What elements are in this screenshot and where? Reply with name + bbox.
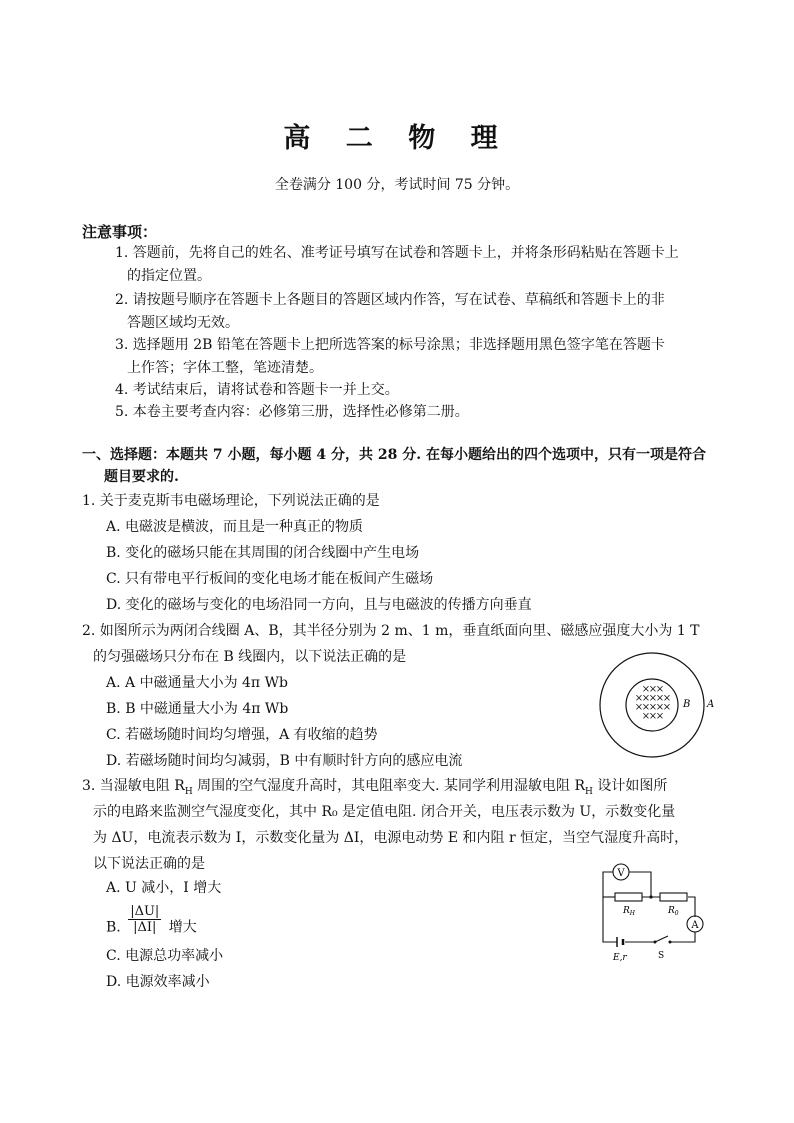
field-cross: × bbox=[648, 684, 658, 695]
switch-contact bbox=[669, 941, 672, 944]
question-3-option-a: A. U 减小，I 增大 bbox=[106, 880, 222, 896]
notice-line: 答题区域均无效。 bbox=[127, 315, 239, 331]
subscript-h: H bbox=[184, 786, 193, 797]
notice-line: 4. 考试结束后，请将试卷和答题卡一并上交。 bbox=[115, 382, 399, 398]
field-cross: × bbox=[641, 684, 651, 695]
option-b-label: B. bbox=[106, 919, 121, 936]
field-cross: × bbox=[648, 702, 658, 713]
field-cross: × bbox=[655, 702, 665, 713]
notice-line: 2. 请按题号顺序在答题卡上各题目的答题区域内作答，写在试卷、草稿纸和答题卡上的非 bbox=[115, 292, 665, 308]
question-3-stem-end: 设计如图所 bbox=[592, 778, 668, 794]
field-cross: × bbox=[641, 702, 651, 713]
coil-a-label: A bbox=[707, 699, 715, 710]
field-cross: × bbox=[655, 684, 665, 695]
ammeter-label: A bbox=[691, 920, 699, 931]
field-cross: × bbox=[648, 711, 658, 722]
fraction-numerator: |ΔU| bbox=[130, 904, 160, 919]
question-3-stem-cont: 为 ΔU，电流表示数为 I，示数变化量为 ΔI，电源电动势 E 和内阻 r 恒定，当空气湿度升高时， bbox=[93, 830, 689, 846]
field-cross: × bbox=[648, 693, 658, 704]
question-1-option-d: D. 变化的磁场与变化的电场沿同一方向，且与电磁波的传播方向垂直 bbox=[106, 597, 532, 613]
coil-b-label: B bbox=[683, 699, 691, 710]
magnetic-field-crosses bbox=[635, 684, 671, 722]
exam-info: 全卷满分 100 分，考试时间 75 分钟。 bbox=[274, 177, 520, 193]
notice-line: 1. 答题前，先将自己的姓名、准考证号填写在试卷和答题卡上，并将条形码粘贴在答题卡上 bbox=[115, 245, 679, 261]
question-1-stem: 1. 关于麦克斯韦电磁场理论，下列说法正确的是 bbox=[82, 493, 380, 509]
notice-line: 的指定位置。 bbox=[127, 268, 211, 284]
question-1-option-c: C. 只有带电平行板间的变化电场才能在板间产生磁场 bbox=[106, 571, 434, 587]
question-3-stem bbox=[82, 776, 667, 802]
resistor-r0 bbox=[660, 893, 687, 901]
field-cross: × bbox=[662, 702, 672, 713]
question-2-stem-cont: 的匀强磁场只分布在 B 线圈内，以下说法正确的是 bbox=[93, 649, 407, 665]
field-cross: × bbox=[655, 693, 665, 704]
rh-label: $R_H$ bbox=[623, 906, 636, 917]
option-b-text: 增大 bbox=[168, 919, 197, 936]
question-3-stem-cont: 以下说法正确的是 bbox=[93, 856, 205, 872]
question-3-option-c: C. 电源总功率减小 bbox=[106, 948, 224, 964]
resistor-rh bbox=[615, 893, 642, 901]
voltmeter-label: V bbox=[617, 868, 625, 879]
junction-dot bbox=[649, 895, 652, 898]
section-heading-cont: 题目要求的. bbox=[104, 469, 179, 485]
switch-label: S bbox=[658, 951, 665, 961]
question-1-option-a: A. 电磁波是横波，而且是一种真正的物质 bbox=[106, 519, 364, 535]
right-wire bbox=[688, 897, 695, 917]
question-3-option-d: D. 电源效率减小 bbox=[106, 974, 210, 990]
r0-label: $R_0$ bbox=[668, 906, 679, 917]
notice-heading: 注意事项： bbox=[82, 223, 158, 241]
notice-line: 上作答；字体工整，笔迹清楚。 bbox=[127, 360, 323, 376]
bottom-right-wire bbox=[670, 932, 695, 942]
notice-line: 3. 选择题用 2B 铅笔在答题卡上把所选答案的标号涂黑；非选择题用黑色签字笔在答题卡 bbox=[115, 337, 665, 353]
switch-pivot bbox=[654, 941, 657, 944]
question-1-option-b: B. 变化的磁场只能在其周围的闭合线圈中产生电场 bbox=[106, 545, 420, 561]
notice-line: 5. 本卷主要考查内容：必修第三册，选择性必修第二册。 bbox=[115, 404, 469, 420]
circuit-figure bbox=[595, 857, 710, 962]
field-cross: × bbox=[655, 711, 665, 722]
field-cross: × bbox=[641, 711, 651, 722]
fraction-denominator: |ΔI| bbox=[133, 920, 157, 935]
field-cross: × bbox=[641, 693, 651, 704]
field-cross: × bbox=[662, 693, 672, 704]
field-cross: × bbox=[634, 702, 644, 713]
question-3-stem-start: 3. 当湿敏电阻 R bbox=[82, 778, 185, 794]
question-3-stem-mid: 周围的空气湿度升高时，其电阻率变大. 某同学利用湿敏电阻 R bbox=[192, 778, 586, 794]
subscript-h: H bbox=[585, 786, 593, 797]
question-3-stem-cont: 示的电路来监测空气湿度变化，其中 R₀ 是定值电阻. 闭合开关，电压表示数为 U，示数变化量 bbox=[93, 804, 676, 820]
question-2-option-a: A. A 中磁通量大小为 4π Wb bbox=[106, 675, 288, 691]
fraction bbox=[128, 904, 161, 935]
source-label: E,r bbox=[613, 953, 627, 962]
question-2-stem: 2. 如图所示为两闭合线圈 A、B，其半径分别为 2 m、1 m，垂直纸面向里、磁感应强度大小为 1 T bbox=[82, 623, 700, 639]
switch-blade bbox=[655, 936, 668, 942]
voltmeter-left-wire bbox=[603, 872, 613, 897]
coils-figure bbox=[598, 650, 718, 762]
field-cross: × bbox=[634, 693, 644, 704]
page-title: 高 二 物 理 bbox=[283, 123, 511, 154]
section-heading: 一、选择题：本题共 7 小题，每小题 4 分，共 28 分. 在每小题给出的四个选项中，只有一项是符合 bbox=[82, 447, 706, 463]
left-wire bbox=[603, 897, 617, 942]
question-2-option-c: C. 若磁场随时间均匀增强，A 有收缩的趋势 bbox=[106, 727, 378, 743]
question-2-option-b: B. B 中磁通量大小为 4π Wb bbox=[106, 701, 289, 717]
question-2-option-d: D. 若磁场随时间均匀减弱，B 中有顺时针方向的感应电流 bbox=[106, 753, 463, 769]
